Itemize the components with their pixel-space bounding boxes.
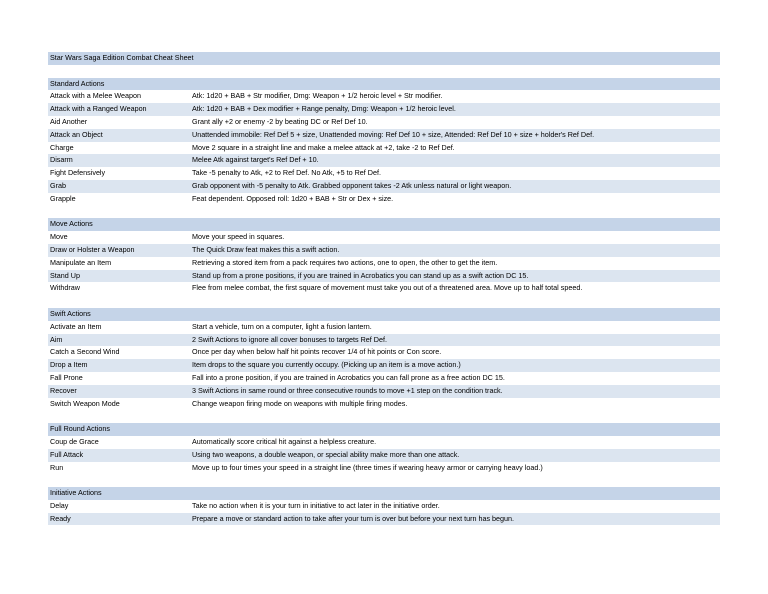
action-row [48, 372, 720, 385]
action-row [48, 398, 720, 411]
action-description: Unattended immobile: Ref Def 5 + size, Unattended moving: Ref Def 10 + size, Attended: Ref Def 10 + size + holder's Ref Def. [192, 129, 595, 139]
sheet-title: Star Wars Saga Edition Combat Cheat Sheet [48, 52, 720, 65]
action-description: Atk: 1d20 + BAB + Str modifier, Dmg: Weapon + 1/2 heroic level + Str modifier. [192, 91, 443, 101]
cheat-sheet-table [48, 52, 720, 525]
action-row [48, 244, 720, 257]
action-name: Catch a Second Wind [50, 347, 120, 357]
sections [48, 78, 720, 526]
action-description: Move up to four times your speed in a straight line (three times if wearing heavy armor or carrying heavy load.) [192, 462, 543, 472]
action-row [48, 193, 720, 206]
action-description: Start a vehicle, turn on a computer, light a fusion lantern. [192, 321, 372, 331]
action-description: Item drops to the square you currently occupy. (Picking up an item is a move action.) [192, 360, 461, 370]
action-row [48, 513, 720, 526]
action-description: 2 Swift Actions to ignore all cover bonuses to targets Ref Def. [192, 334, 387, 344]
action-name: Recover [50, 385, 77, 395]
action-name: Fall Prone [50, 372, 83, 382]
action-description: Grab opponent with -5 penalty to Atk. Grabbed opponent takes -2 Atk unless natural or light weapon. [192, 180, 512, 190]
action-row [48, 129, 720, 142]
action-row [48, 346, 720, 359]
action-name: Grapple [50, 193, 76, 203]
action-row [48, 116, 720, 129]
action-row [48, 449, 720, 462]
action-name: Coup de Grace [50, 436, 99, 446]
section-header: Initiative Actions [48, 487, 720, 500]
action-name: Activate an Item [50, 321, 102, 331]
action-row [48, 257, 720, 270]
action-name: Aid Another [50, 116, 88, 126]
action-row [48, 90, 720, 103]
action-row [48, 154, 720, 167]
action-description: Fall into a prone position, if you are trained in Acrobatics you can fall prone as a free action DC 15. [192, 372, 505, 382]
action-description: Move your speed in squares. [192, 232, 285, 242]
action-row [48, 167, 720, 180]
action-row [48, 270, 720, 283]
action-name: Delay [50, 500, 69, 510]
action-name: Disarm [50, 155, 73, 165]
section-header: Standard Actions [48, 78, 720, 91]
action-name: Run [50, 462, 64, 472]
action-description: Feat dependent. Opposed roll: 1d20 + BAB + Str or Dex + size. [192, 193, 394, 203]
action-description: Stand up from a prone positions, if you are trained in Acrobatics you can stand up as a swift action DC 15. [192, 270, 529, 280]
action-name: Charge [50, 142, 74, 152]
action-row [48, 142, 720, 155]
action-name: Move [50, 232, 68, 242]
action-name: Switch Weapon Mode [50, 398, 120, 408]
action-description: Automatically score critical hit against a helpless creature. [192, 436, 377, 446]
action-row [48, 436, 720, 449]
action-description: The Quick Draw feat makes this a swift action. [192, 244, 340, 254]
action-row [48, 385, 720, 398]
action-description: Atk: 1d20 + BAB + Dex modifier + Range penalty, Dmg: Weapon + 1/2 heroic level. [192, 104, 456, 114]
action-name: Full Attack [50, 449, 84, 459]
spacer [48, 295, 720, 308]
action-row [48, 334, 720, 347]
action-name: Attack with a Ranged Weapon [50, 104, 147, 114]
action-row [48, 359, 720, 372]
action-description: Take no action when it is your turn in initiative to act later in the initiative order. [192, 500, 440, 510]
section-header: Swift Actions [48, 308, 720, 321]
action-name: Grab [50, 180, 66, 190]
spacer [48, 206, 720, 219]
action-name: Ready [50, 513, 71, 523]
action-row [48, 462, 720, 475]
spacer [48, 474, 720, 487]
action-name: Attack with a Melee Weapon [50, 91, 141, 101]
action-description: Grant ally +2 or enemy -2 by beating DC or Ref Def 10. [192, 116, 368, 126]
action-name: Fight Defensively [50, 168, 106, 178]
action-name: Withdraw [50, 283, 80, 293]
action-name: Stand Up [50, 270, 80, 280]
action-row [48, 282, 720, 295]
action-name: Manipulate an Item [50, 257, 112, 267]
action-row [48, 180, 720, 193]
action-row [48, 231, 720, 244]
action-name: Aim [50, 334, 63, 344]
action-row [48, 103, 720, 116]
action-description: Prepare a move or standard action to take after your turn is over but before your next turn has begun. [192, 513, 515, 523]
spacer [48, 410, 720, 423]
section-header: Move Actions [48, 218, 720, 231]
section-header: Full Round Actions [48, 423, 720, 436]
action-description: Once per day when below half hit points recover 1/4 of hit points or Con score. [192, 347, 442, 357]
action-row [48, 500, 720, 513]
spacer [48, 65, 720, 78]
action-description: Flee from melee combat, the first square of movement must take you out of a threatened area. Move up to half total speed. [192, 283, 583, 293]
action-description: Move 2 square in a straight line and make a melee attack at +2, take -2 to Ref Def. [192, 142, 455, 152]
action-name: Drop a Item [50, 360, 88, 370]
action-description: Using two weapons, a double weapon, or special ability make more than one attack. [192, 449, 460, 459]
action-description: Change weapon firing mode on weapons with multiple firing modes. [192, 398, 408, 408]
action-row [48, 321, 720, 334]
action-description: 3 Swift Actions in same round or three consecutive rounds to move +1 step on the condition track. [192, 385, 503, 395]
action-description: Retrieving a stored item from a pack requires two actions, one to open, the other to get the item. [192, 257, 498, 267]
action-description: Melee Atk against target's Ref Def + 10. [192, 155, 319, 165]
action-description: Take -5 penalty to Atk, +2 to Ref Def. No Atk, +5 to Ref Def. [192, 168, 381, 178]
action-name: Draw or Holster a Weapon [50, 244, 135, 254]
action-name: Attack an Object [50, 129, 103, 139]
